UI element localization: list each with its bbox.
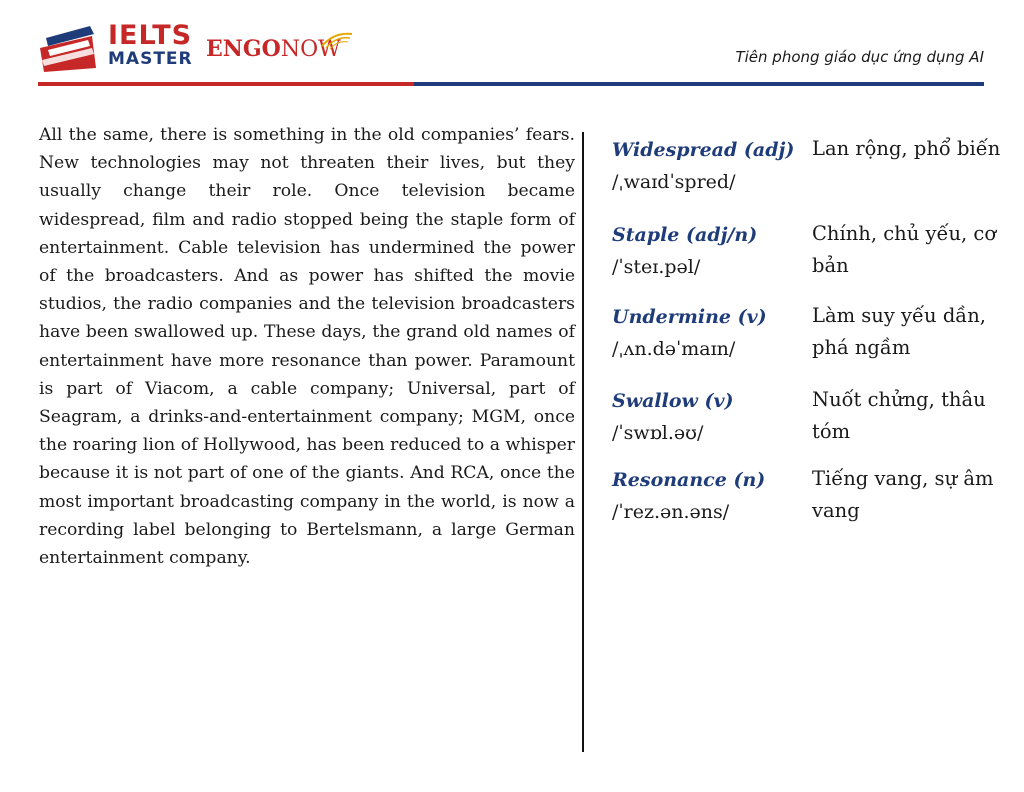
vocab-term: Staple (adj/n) [612,224,758,246]
vocab-term: Undermine (v) [612,306,767,328]
vocab-ipa: /ˈsteɪ.pəl/ [612,256,701,278]
vocab-ipa: /ˈswɒl.əʊ/ [612,422,704,444]
vocab-term: Swallow (v) [612,390,734,412]
vocab-term: Widespread (adj) [612,139,795,161]
vocab-meaning: Chính, chủ yếu, cơ bản [812,222,997,277]
book-logo-icon [38,18,102,74]
vocab-term: Resonance (n) [612,469,766,491]
column-divider [582,132,584,752]
header-rule-red [38,82,414,86]
header-rule-blue [414,82,984,86]
vocab-meaning: Tiếng vang, sự âm vang [812,467,994,522]
vocab-ipa: /ˌwaɪdˈspred/ [612,171,736,193]
vocab-ipa: /ˌʌn.dəˈmaɪn/ [612,338,736,360]
swoosh-icon [320,30,354,50]
vocab-meaning: Làm suy yếu dần, phá ngầm [812,304,987,359]
tagline: Tiên phong giáo dục ứng dụng AI [735,48,984,66]
logo-engo-part: ENGO [206,36,281,62]
reading-passage: All the same, there is something in the old companies’ fears. New technologies may not threaten their lives, but they usually change their role. Once television became widespread, film and radio stopped being the staple form of entertainment. Cable television has undermined the power of the broadcasters. And as power has shifted the movie studios, the radio companies and the television broadcasters have been swallowed up. These days, the grand old names of entertainment have more resonance than power. Paramount is part of Viacom, a cable company; Universal, part of Seagram, a drinks-and-entertainment company; MGM, once the roaring lion of Hollywood, has been reduced to a whisper because it is not part of one of the giants. And RCA, once the most important broadcasting company in the world, is now a recording label belonging to Bertelsmann, a large German entertainment company. [39,125,575,569]
logo-now-part: NOW [280,37,341,62]
page-header [0,0,1024,90]
vocab-ipa: /ˈrez.ən.əns/ [612,501,730,523]
logo-master-text: MASTER [108,49,193,69]
brand-logo [38,18,368,74]
logo-ielts-text: IELTS [108,20,193,51]
vocab-meaning: Nuốt chửng, thâu tóm [812,388,986,443]
vocab-meaning: Lan rộng, phổ biến [812,137,1001,160]
